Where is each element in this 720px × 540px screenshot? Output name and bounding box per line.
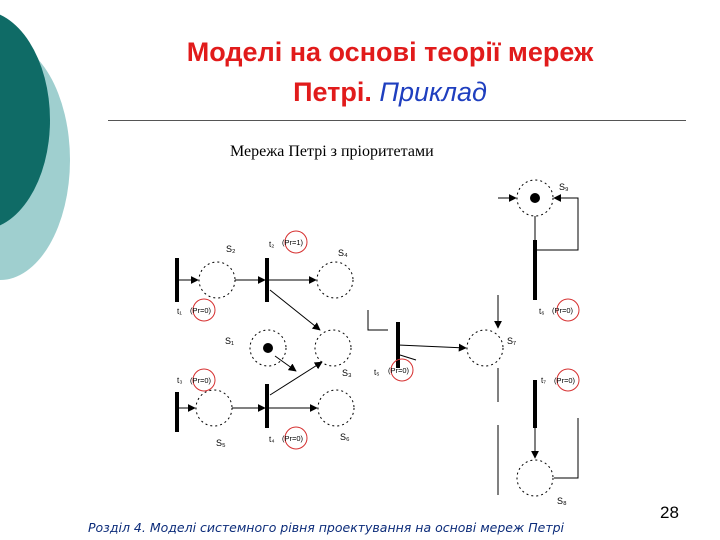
svg-text:(Pr=0): (Pr=0) bbox=[282, 434, 304, 443]
title-subtitle: Приклад bbox=[379, 77, 487, 107]
svg-text:t₂: t₂ bbox=[269, 240, 275, 249]
svg-text:S₃: S₃ bbox=[342, 368, 352, 378]
token bbox=[263, 343, 273, 353]
transition-t3 bbox=[177, 369, 215, 391]
place-s2 bbox=[199, 244, 236, 298]
petri-net-diagram bbox=[150, 170, 600, 510]
token bbox=[530, 193, 540, 203]
svg-text:t₃: t₃ bbox=[177, 376, 183, 385]
place-s1 bbox=[225, 330, 286, 366]
page-number: 28 bbox=[660, 503, 679, 522]
diagram-caption: Мережа Петрі з пріоритетами bbox=[230, 143, 434, 160]
svg-text:S₂: S₂ bbox=[226, 244, 236, 254]
svg-text:S₈: S₈ bbox=[557, 496, 567, 506]
title-divider bbox=[108, 120, 686, 121]
arcs bbox=[177, 198, 578, 495]
transition-t1 bbox=[177, 299, 215, 321]
svg-text:S₅: S₅ bbox=[216, 438, 226, 448]
place-s6 bbox=[318, 390, 354, 442]
svg-text:(Pr=0): (Pr=0) bbox=[190, 376, 212, 385]
place-s8 bbox=[517, 460, 567, 506]
svg-text:(Pr=0): (Pr=0) bbox=[388, 366, 410, 375]
slide-title bbox=[110, 32, 670, 112]
place-s3 bbox=[315, 330, 352, 378]
svg-text:S₉: S₉ bbox=[559, 182, 569, 192]
footer-section: Розділ 4. bbox=[88, 520, 146, 535]
svg-text:(Pr=1): (Pr=1) bbox=[282, 238, 304, 247]
svg-text:S₁: S₁ bbox=[225, 336, 235, 346]
svg-text:t₅: t₅ bbox=[374, 368, 380, 377]
title-line2: Петрі. bbox=[293, 77, 372, 107]
svg-text:t₇: t₇ bbox=[541, 376, 546, 385]
transition-t4 bbox=[269, 427, 307, 449]
svg-text:(Pr=0): (Pr=0) bbox=[554, 376, 576, 385]
footer bbox=[88, 520, 564, 535]
transition-t2 bbox=[269, 231, 307, 253]
svg-text:t₆: t₆ bbox=[539, 307, 545, 316]
svg-text:t₁: t₁ bbox=[177, 307, 182, 316]
svg-text:S₆: S₆ bbox=[340, 432, 350, 442]
svg-text:(Pr=0): (Pr=0) bbox=[190, 306, 212, 315]
svg-text:t₄: t₄ bbox=[269, 435, 275, 444]
svg-text:(Pr=0): (Pr=0) bbox=[552, 306, 574, 315]
title-main: Моделі на основі теорії мереж bbox=[186, 37, 594, 67]
transition-t7 bbox=[541, 369, 579, 391]
place-s4 bbox=[317, 248, 353, 298]
svg-text:S₄: S₄ bbox=[338, 248, 348, 258]
footer-text: Моделі системного рівня проектування на основі мереж Петрі bbox=[149, 520, 565, 535]
transition-t5 bbox=[374, 359, 413, 381]
place-s5 bbox=[196, 390, 232, 448]
place-s7 bbox=[467, 330, 516, 366]
transition-t6 bbox=[539, 299, 579, 321]
svg-text:S₇: S₇ bbox=[507, 336, 517, 346]
